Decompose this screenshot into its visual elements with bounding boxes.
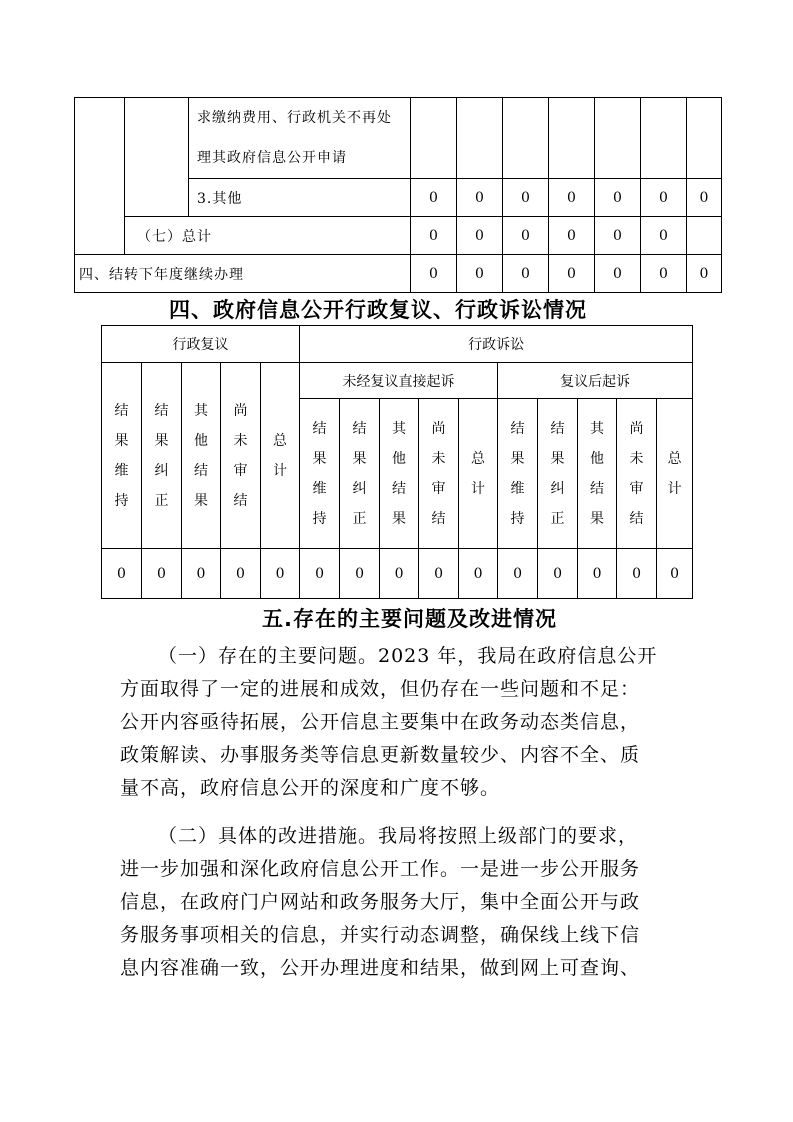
value-cell: 0 (380, 549, 419, 599)
lit-col-header (340, 399, 380, 549)
char: 果 (194, 492, 208, 509)
row-continue-text (189, 98, 411, 179)
value-cell: 0 (503, 255, 549, 293)
value-cell: 0 (549, 255, 595, 293)
char: 果 (114, 432, 129, 449)
char: 其 (194, 402, 208, 419)
char: 结 (114, 402, 129, 419)
char: 持 (312, 510, 327, 527)
value-cell: 0 (102, 549, 142, 599)
value-cell: 0 (578, 549, 617, 599)
char: 结 (431, 510, 446, 527)
review-col-header (182, 363, 221, 549)
value-cell: 0 (419, 549, 459, 599)
char: 果 (154, 432, 169, 449)
empty-cell (687, 98, 722, 179)
char: 维 (510, 480, 525, 497)
table-row (75, 255, 722, 293)
char: 总 (273, 432, 288, 449)
value-cell: 0 (595, 217, 641, 255)
empty-cell (457, 98, 503, 179)
lit-col-header (459, 399, 498, 549)
char: 总 (471, 450, 486, 467)
char: 果 (392, 510, 407, 527)
lit-col-header (657, 399, 693, 549)
table-row (102, 326, 693, 363)
review-header: 行政复议 (102, 326, 300, 363)
table-row (75, 98, 722, 179)
para-line: 方面取得了一定的进展和成效，但仍存在一些问题和不足： (120, 678, 641, 700)
para-line: 量不高，政府信息公开的深度和广度不够。 (120, 777, 501, 799)
empty-cell (125, 98, 189, 217)
char: 尚 (431, 420, 446, 437)
char: 审 (233, 462, 248, 479)
section-5-title: 五.存在的主要问题及改进情况 (262, 607, 557, 631)
value-cell: 0 (411, 217, 457, 255)
empty-cell (75, 98, 125, 255)
value-cell: 0 (687, 255, 722, 293)
char: 计 (273, 462, 288, 479)
char: 果 (352, 450, 367, 467)
char: 计 (667, 480, 682, 497)
value-cell: 0 (503, 179, 549, 217)
value-cell: 0 (459, 549, 498, 599)
review-col-header (102, 363, 142, 549)
value-cell: 0 (457, 217, 503, 255)
para-line: 信息，在政府门户网站和政务服务大厅，集中全面公开与政 (120, 891, 641, 913)
row-carry-label: 四、结转下年度继续办理 (75, 255, 411, 293)
value-cell: 0 (538, 549, 578, 599)
char: 计 (471, 480, 486, 497)
lit-col-header (578, 399, 617, 549)
paragraph-measures (120, 820, 680, 985)
value-cell: 0 (457, 179, 503, 217)
empty-cell (549, 98, 595, 179)
char: 未 (431, 450, 446, 467)
char: 未 (233, 432, 248, 449)
lit-col-header (617, 399, 657, 549)
value-cell: 0 (641, 255, 687, 293)
char: 未 (629, 450, 644, 467)
value-cell: 0 (340, 549, 380, 599)
table-row (75, 217, 722, 255)
char: 结 (154, 402, 169, 419)
char: 其 (590, 420, 605, 437)
char: 审 (431, 480, 446, 497)
char: 结 (392, 480, 407, 497)
value-cell: 0 (503, 217, 549, 255)
char: 正 (550, 510, 565, 527)
value-cell: 0 (549, 217, 595, 255)
char: 结 (312, 420, 327, 437)
para-line: 公开内容亟待拓展，公开信息主要集中在政务动态类信息， (120, 711, 641, 733)
char: 维 (114, 462, 129, 479)
char: 结 (550, 420, 565, 437)
char: 尚 (629, 420, 644, 437)
char: 正 (352, 510, 367, 527)
char: 结 (194, 462, 208, 479)
row-continue-line-1: 求缴纳费用、行政机关不再处 (197, 110, 392, 126)
empty-cell (411, 98, 457, 179)
char: 果 (312, 450, 327, 467)
review-col-header (261, 363, 300, 549)
char: 审 (629, 480, 644, 497)
value-cell: 0 (687, 179, 722, 217)
table-row (102, 363, 693, 399)
value-cell: 0 (657, 549, 693, 599)
row-continue-line-2: 理其政府信息公开申请 (197, 150, 347, 166)
litigation-header: 行政诉讼 (300, 326, 693, 363)
para-line: 进一步加强和深化政府信息公开工作。一是进一步公开服务 (120, 858, 641, 880)
char: 持 (510, 510, 525, 527)
value-cell: 0 (411, 179, 457, 217)
char: 果 (550, 450, 565, 467)
value-cell: 0 (498, 549, 538, 599)
lit-col-header (498, 399, 538, 549)
direct-header: 未经复议直接起诉 (300, 363, 498, 399)
char: 纠 (550, 480, 565, 497)
value-cell: 0 (457, 255, 503, 293)
para-line: 政策解读、办事服务类等信息更新数量较少、内容不全、质 (120, 744, 641, 766)
lit-col-header (300, 399, 340, 549)
value-cell: 0 (549, 179, 595, 217)
para-line: （一）存在的主要问题。2023 年，我局在政府信息公开 (158, 645, 658, 667)
value-cell: 0 (595, 255, 641, 293)
value-cell: 0 (641, 179, 687, 217)
char: 结 (233, 492, 248, 509)
empty-cell (503, 98, 549, 179)
after-review-header: 复议后起诉 (498, 363, 693, 399)
lit-col-header (380, 399, 419, 549)
lit-col-header (538, 399, 578, 549)
application-table (74, 97, 722, 293)
para-line: （二）具体的改进措施。我局将按照上级部门的要求， (158, 825, 639, 847)
review-col-header (221, 363, 261, 549)
value-cell: 0 (182, 549, 221, 599)
char: 纠 (352, 480, 367, 497)
para-line: 务服务事项相关的信息，并实行动态调整，确保线上线下信 (120, 924, 641, 946)
char: 结 (629, 510, 644, 527)
value-cell: 0 (142, 549, 182, 599)
value-cell: 0 (300, 549, 340, 599)
char: 纠 (154, 462, 169, 479)
char: 尚 (233, 402, 248, 419)
char: 持 (114, 492, 129, 509)
char: 果 (510, 450, 525, 467)
char: 结 (352, 420, 367, 437)
empty-cell (595, 98, 641, 179)
char: 总 (667, 450, 682, 467)
value-cell: 0 (595, 179, 641, 217)
char: 他 (194, 432, 208, 449)
value-cell: 0 (261, 549, 300, 599)
char: 结 (590, 480, 605, 497)
value-cell: 0 (617, 549, 657, 599)
char: 他 (590, 450, 605, 467)
value-cell: 0 (221, 549, 261, 599)
review-litigation-table (101, 325, 693, 599)
empty-cell (641, 98, 687, 179)
char: 维 (312, 480, 327, 497)
char: 他 (392, 450, 407, 467)
row-total-label: （七）总计 (125, 217, 411, 255)
value-cell (687, 217, 722, 255)
section-4-title: 四、政府信息公开行政复议、行政诉讼情况 (169, 298, 587, 322)
char: 果 (590, 510, 605, 527)
lit-col-header (419, 399, 459, 549)
value-cell: 0 (641, 217, 687, 255)
char: 结 (510, 420, 525, 437)
review-col-header (142, 363, 182, 549)
paragraph-problems (120, 640, 680, 805)
para-line: 息内容准确一致，公开办理进度和结果，做到网上可查询、 (120, 957, 641, 979)
table-row (102, 549, 693, 599)
row-other-label: 3.其他 (189, 179, 411, 217)
value-cell: 0 (411, 255, 457, 293)
char: 正 (154, 492, 169, 509)
char: 其 (392, 420, 407, 437)
